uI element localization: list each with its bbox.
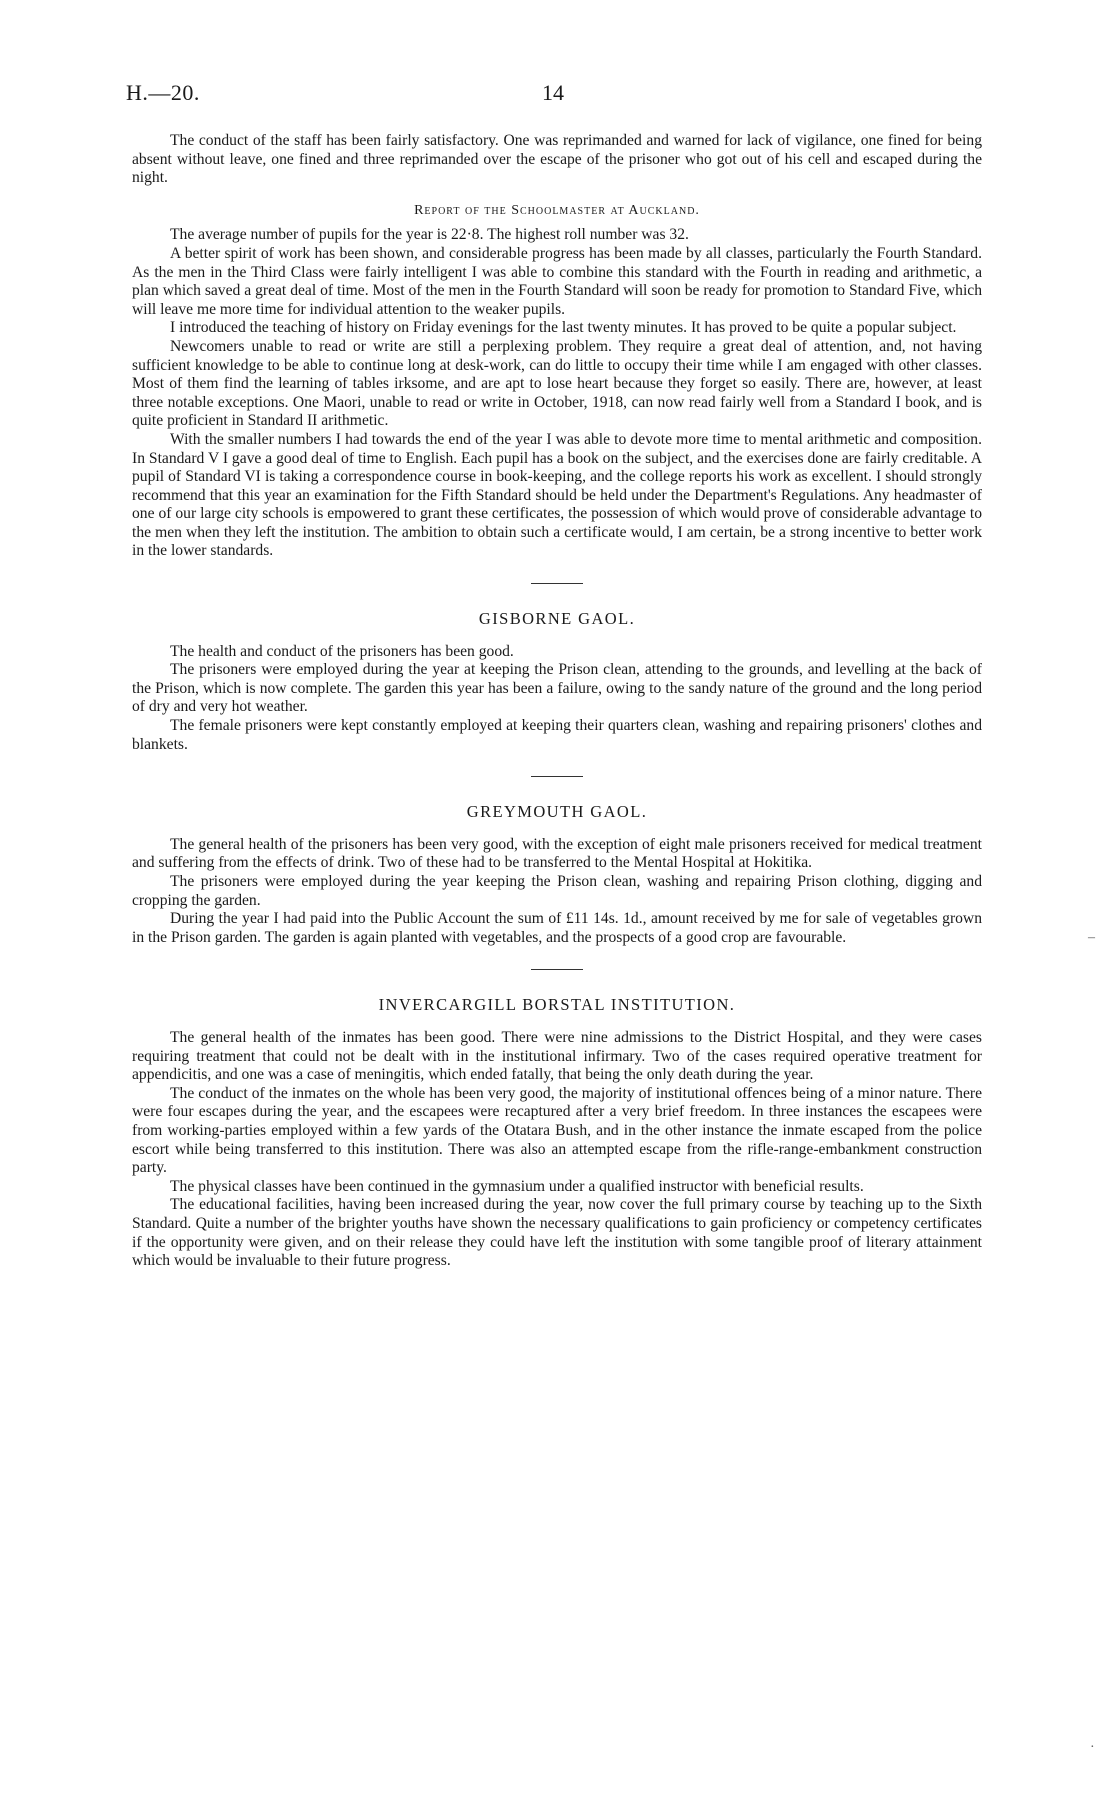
- greymouth-gaol-heading: GREYMOUTH GAOL.: [466, 802, 648, 822]
- invercargill-paragraph: The physical classes have been continued in the gymnasium under a qualified instructor with beneficial results.: [170, 1177, 864, 1195]
- schoolmaster-paragraph: I introduced the teaching of history on Friday evenings for the last twenty minutes. It has proved to be quite a popular subject.: [170, 319, 957, 337]
- page-number: 14: [542, 80, 564, 105]
- section-divider: [531, 776, 583, 777]
- page-body: [132, 132, 982, 1271]
- gisborne-gaol-heading: GISBORNE GAOL.: [478, 609, 636, 629]
- greymouth-paragraph: The general health of the prisoners has been very good, with the exception of eight male prisoners received for medical treatment and suffering from the effects of drink. Two of these had to be transferred to the Mental Hospital at Hokitika.: [132, 835, 982, 872]
- gisborne-paragraph: The prisoners were employed during the year at keeping the Prison clean, attending to the grounds, and levelling at the back of the Prison, which is now complete. The garden this year has been a failure, owing to the sandy nature of the ground and the long period of dry and very hot weather.: [132, 661, 982, 716]
- staff-conduct-paragraph: The conduct of the staff has been fairly satisfactory. One was reprimanded and warned for lack of vigilance, one fined for being absent without leave, one fined and three reprimanded over the escape of the prisoner who got out of his cell and escaped during the night.: [132, 132, 982, 187]
- schoolmaster-report-heading: Report of the Schoolmaster at Auckland.: [414, 202, 700, 218]
- section-divider: [531, 969, 583, 970]
- invercargill-borstal-heading: INVERCARGILL BORSTAL INSTITUTION.: [378, 995, 736, 1015]
- schoolmaster-paragraph: With the smaller numbers I had towards the end of the year I was able to devote more time to mental arithmetic and composition. In Standard V I gave a good deal of time to English. Each pupil has a book on the subject, and the exercises done are fairly creditable. A pupil of Standard VI is taking a correspondence course in book-keeping, and the college reports his work as excellent. I should strongly recommend that this year an examination for the Fifth Standard should be held under the Department's Regulations. Any headmaster of one of our large city schools is empowered to grant these certificates, the possession of which would prove of considerable advantage to the men when they left the institution. The ambition to obtain such a certificate would, I am certain, be a strong incentive to better work in the lower standards.: [132, 430, 982, 560]
- invercargill-paragraph: The conduct of the inmates on the whole has been very good, the majority of institutional offences being of a minor nature. There were four escapes during the year, and the escapees were recaptured after a very brief freedom. In three instances the escapees were from working-parties employed within a few yards of the Otatara Bush, and in the other instance the inmate escaped from the police escort while being transferred to this institution. There was also an attempted escape from the rifle-range-embankment construction party.: [132, 1084, 982, 1177]
- schoolmaster-paragraph: The average number of pupils for the year is 22·8. The highest roll number was 32.: [170, 226, 689, 244]
- document-reference: H.—20.: [126, 80, 200, 105]
- gisborne-paragraph: The female prisoners were kept constantly employed at keeping their quarters clean, washing and repairing prisoners' clothes and blankets.: [132, 717, 982, 753]
- greymouth-paragraph: During the year I had paid into the Public Account the sum of £11 14s. 1d., amount received by me for sale of vegetables grown in the Prison garden. The garden is again planted with vegetables, and the prospects of a good crop are favourable.: [132, 910, 982, 946]
- greymouth-paragraph: The prisoners were employed during the year keeping the Prison clean, washing and repairing Prison clothing, digging and cropping the garden.: [132, 873, 982, 909]
- section-divider: [531, 583, 583, 584]
- invercargill-paragraph: The general health of the inmates has been good. There were nine admissions to the District Hospital, and they were cases requiring treatment that could not be dealt with in the institutional infirmary. Two of the cases required operative treatment for appendicitis, and one was a case of meningitis, which ended fatally, that being the only death during the year.: [132, 1028, 982, 1084]
- margin-scan-mark: ·: [1090, 1740, 1095, 1755]
- schoolmaster-paragraph: A better spirit of work has been shown, and considerable progress has been made by all classes, particularly the Fourth Standard. As the men in the Third Class were fairly intelligent I was able to combine this standard with the Fourth in reading and arithmetic, a plan which saved a great deal of time. Most of the men in the Fourth Standard will soon be ready for promotion to Standard Five, which will leave me more time for individual attention to the weaker pupils.: [132, 244, 982, 318]
- gisborne-paragraph: The health and conduct of the prisoners has been good.: [170, 642, 514, 660]
- invercargill-paragraph: The educational facilities, having been increased during the year, now cover the full primary course by teaching up to the Sixth Standard. Quite a number of the brighter youths have shown the necessary qualifications to gain proficiency or competency certificates if the opportunity were given, and on their release they could have left the institution with some tangible proof of literary attainment which would be invaluable to their future progress.: [132, 1196, 982, 1270]
- margin-scan-mark: –: [1088, 930, 1095, 945]
- schoolmaster-paragraph: Newcomers unable to read or write are still a perplexing problem. They require a great deal of attention, and, not having sufficient knowledge to be able to continue long at desk-work, can do little to occupy their time while I am engaged with other classes. Most of them find the learning of tables irksome, and are apt to lose heart because they forget so easily. There are, however, at least three notable exceptions. One Maori, unable to read or write in October, 1918, can now read fairly well from a Standard I book, and is quite proficient in Standard II arithmetic.: [132, 337, 982, 430]
